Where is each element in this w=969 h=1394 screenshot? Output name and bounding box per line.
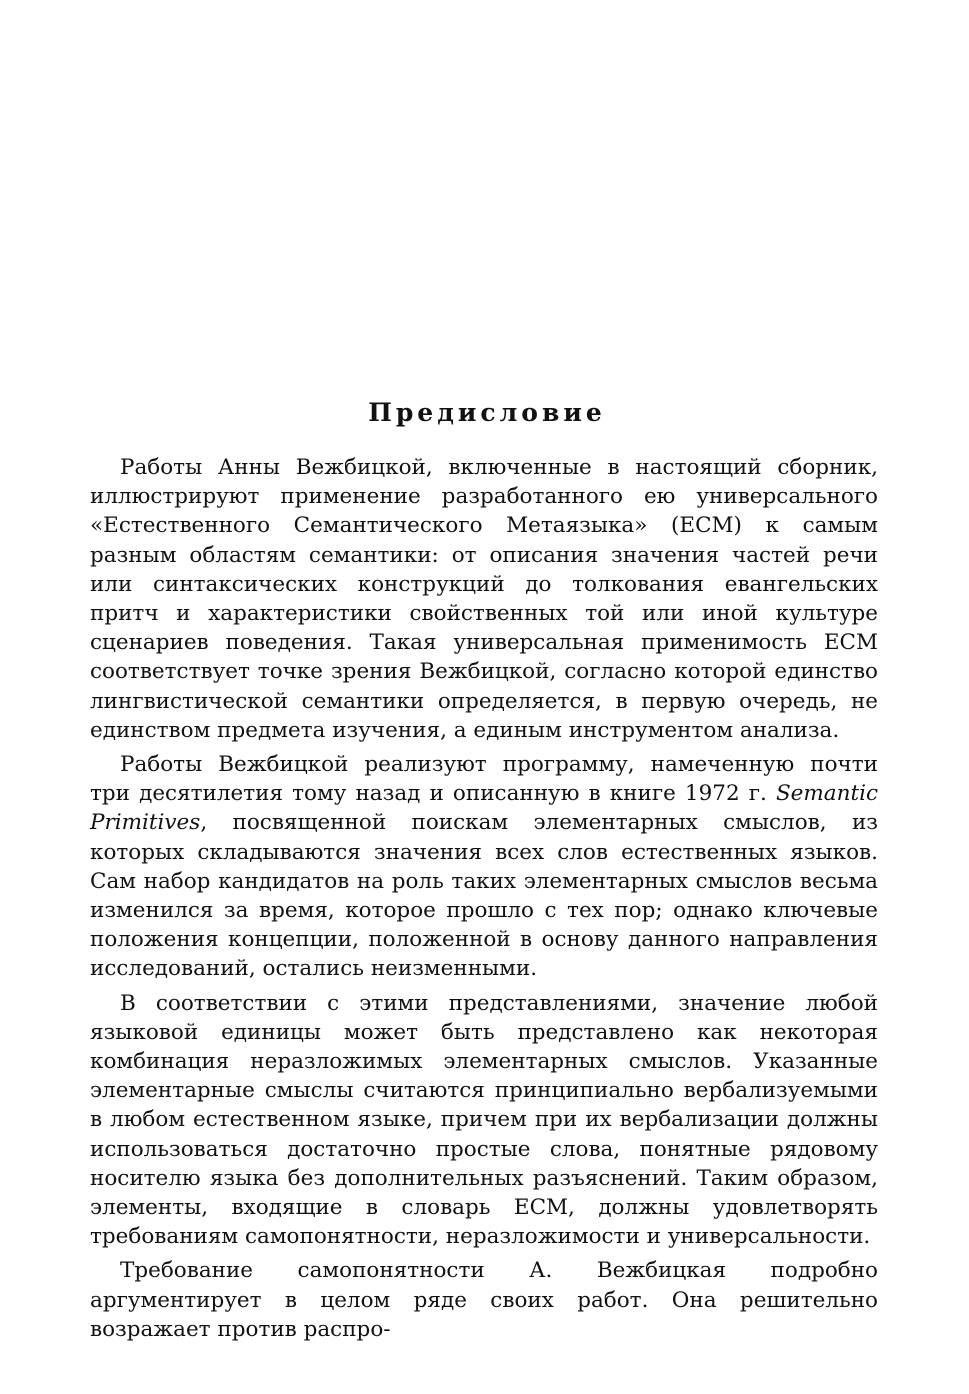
paragraph-3: В соответствии с этими представлениями, значение любой языковой единицы может быть представлено как некоторая комбинация неразложимых элементарных смыслов. Указанные элементарные смыслы считаются принципиально вербализуемыми в любом естественном языке, причем при их вербализации должны использоваться достаточно простые слова, понятные рядовому носителю языка без дополнительных разъяснений. Таким образом, элементы, входящие в словарь ЕСМ, должны удовлетворять требованиям самопонятности, неразложимости и универсальности.: [90, 990, 878, 1250]
paragraph-2: [90, 750, 878, 984]
book-title: Semantic Primitives: [90, 781, 878, 836]
paragraph-2-text-after: , посвященной поискам элементарных смыслов, из которых складываются значения всех слов естественных языков. Сам набор кандидатов на роль таких элементарных смыслов весьма изменился за время, которое прошло с тех пор; однако ключевые положения концепции, положенной в основу данного направления исследований, остались неизменными.: [90, 810, 878, 982]
paragraph-2-text-before: Работы Вежбицкой реализуют программу, намеченную почти три десятилетия тому назад и описанную в книге 1972 г.: [90, 752, 878, 807]
paragraph-1: Работы Анны Вежбицкой, включенные в настоящий сборник, иллюстрируют применение разработанного ею универсального «Естественного Семантического Метаязыка» (ЕСМ) к самым разным областям семантики: от описания значения частей речи или синтаксических конструкций до толкования евангельских притч и характеристики свойственных той или иной культуре сценариев поведения. Такая универсальная применимость ЕСМ соответствует точке зрения Вежбицкой, согласно которой единство лингвистической семантики определяется, в первую очередь, не единством предмета изучения, а единым инструментом анализа.: [90, 455, 878, 743]
paragraph-4: Требование самопонятности А. Вежбицкая подробно аргументирует в целом ряде своих работ. Она решительно возражает против распро-: [90, 1258, 878, 1342]
page-title: Предисловие: [368, 398, 606, 427]
page: [90, 398, 878, 1349]
